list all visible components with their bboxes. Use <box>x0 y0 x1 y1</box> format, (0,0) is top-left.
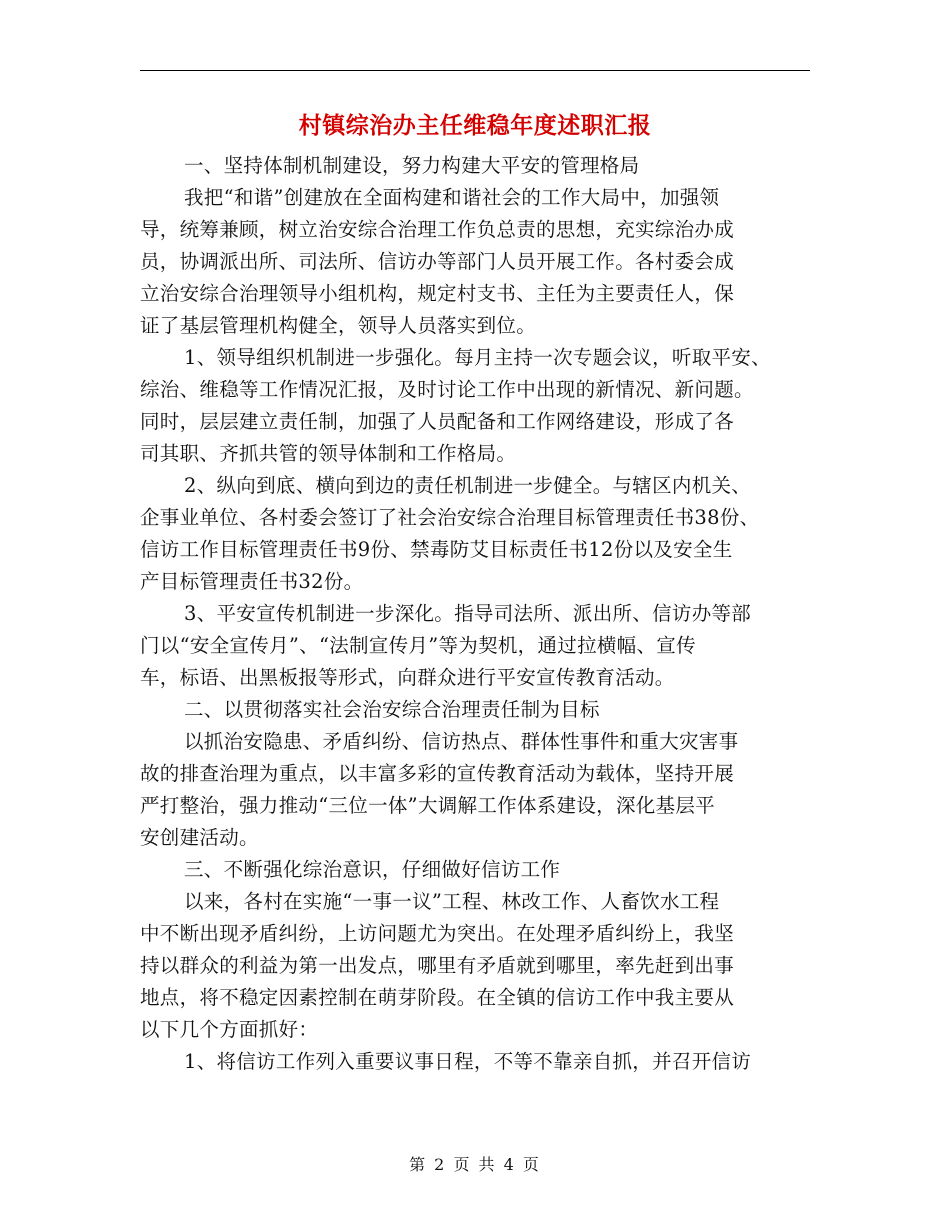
paragraph-line: 故的排查治理为重点，以丰富多彩的宣传教育活动为载体，坚持开展 <box>140 762 735 785</box>
paragraph-line: 严打整治，强力推动“三位一体”大调解工作体系建设，深化基层平 <box>140 794 715 817</box>
paragraph-line: 持以群众的利益为第一出发点，哪里有矛盾就到哪里，率先赶到出事 <box>140 954 735 977</box>
paragraph-line: 1、领导组织机制进一步强化。每月主持一次专题会议，听取平安、 <box>184 346 771 369</box>
document-title: 村镇综治办主任维稳年度述职汇报 <box>298 112 652 139</box>
paragraph-line: 我把“和谐”创建放在全面构建和谐社会的工作大局中，加强领 <box>184 186 720 209</box>
paragraph-line: 证了基层管理机构健全，领导人员落实到位。 <box>140 314 537 337</box>
paragraph-line: 立治安综合治理领导小组机构，规定村支书、主任为主要责任人，保 <box>140 282 735 305</box>
paragraph-line: 同时，层层建立责任制，加强了人员配备和工作网络建设，形成了各 <box>140 410 735 433</box>
paragraph-line: 信访工作目标管理责任书9份、禁毒防艾目标责任书12份以及安全生 <box>140 538 733 561</box>
paragraph-line: 门以“安全宣传月”、“法制宣传月”等为契机，通过拉横幅、宣传 <box>140 634 696 657</box>
paragraph-line: 地点，将不稳定因素控制在萌芽阶段。在全镇的信访工作中我主要从 <box>140 986 735 1009</box>
paragraph-line: 中不断出现矛盾纠纷，上访问题尤为突出。在处理矛盾纠纷上，我坚 <box>140 922 735 945</box>
paragraph-line: 导，统筹兼顾，树立治安综合治理工作负总责的思想，充实综治办成 <box>140 218 735 241</box>
section-heading: 三、不断强化综治意识，仔细做好信访工作 <box>184 858 561 881</box>
paragraph-line: 车，标语、出黑板报等形式，向群众进行平安宣传教育活动。 <box>140 666 675 689</box>
paragraph-line: 司其职、齐抓共管的领导体制和工作格局。 <box>140 442 517 465</box>
section-heading: 二、以贯彻落实社会治安综合治理责任制为目标 <box>184 698 600 721</box>
paragraph-line: 以抓治安隐患、矛盾纠纷、信访热点、群体性事件和重大灾害事 <box>184 730 739 753</box>
paragraph-line: 员，协调派出所、司法所、信访办等部门人员开展工作。各村委会成 <box>140 250 735 273</box>
paragraph-line: 3、平安宣传机制进一步深化。指导司法所、派出所、信访办等部 <box>184 602 752 625</box>
page-number: 第 2 页 共 4 页 <box>409 1155 541 1174</box>
section-heading: 一、坚持体制机制建设，努力构建大平安的管理格局 <box>184 154 640 177</box>
paragraph-line: 以下几个方面抓好： <box>140 1018 319 1041</box>
paragraph-line: 2、纵向到底、横向到边的责任机制进一步健全。与辖区内机关、 <box>184 474 752 497</box>
paragraph-line: 以来，各村在实施“一事一议”工程、林改工作、人畜饮水工程 <box>184 890 720 913</box>
document-body <box>140 150 810 1078</box>
paragraph-line: 产目标管理责任书32份。 <box>140 570 364 593</box>
paragraph-line: 安创建活动。 <box>140 826 259 849</box>
paragraph-line: 1、将信访工作列入重要议事日程，不等不靠亲自抓，并召开信访 <box>184 1050 752 1073</box>
paragraph-line: 企事业单位、各村委会签订了社会治安综合治理目标管理责任书38份、 <box>140 506 760 529</box>
paragraph-line: 综治、维稳等工作情况汇报，及时讨论工作中出现的新情况、新问题。 <box>140 378 754 401</box>
header-rule <box>140 70 810 71</box>
